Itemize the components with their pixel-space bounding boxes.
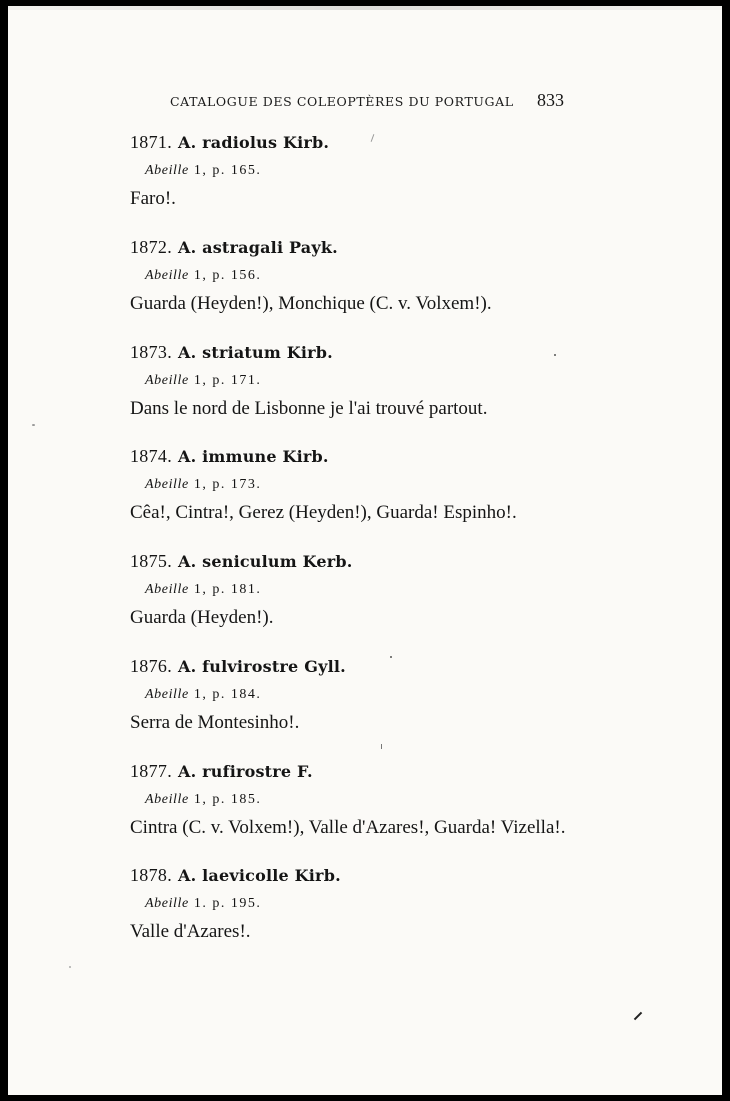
reference-work: Abeille [145,477,189,492]
catalogue-entry [130,863,690,945]
page-number: 833 [537,90,564,110]
entry-locality: Guarda (Heyden!), Monchique (C. v. Volxem!). [130,293,492,314]
entry-locality: Serra de Montesinho!. [130,712,300,733]
entry-number: 1872. [130,237,172,257]
reference-work: Abeille [145,582,189,597]
reference-citation: 1, p. 173. [193,477,262,492]
scanned-page [8,6,722,1095]
reference-work: Abeille [145,687,189,702]
entry-heading [130,235,690,259]
entry-reference [145,894,690,914]
entry-reference [145,475,690,495]
entry-heading [130,444,690,468]
catalogue-entry [130,444,690,526]
catalogue-entry [130,549,690,631]
species-name: A. laevicolle Kirb. [178,866,341,885]
reference-work: Abeille [145,268,189,283]
reference-work: Abeille [145,163,189,178]
reference-work: Abeille [145,373,189,388]
reference-citation: 1. p. 195. [193,896,262,911]
reference-citation: 1, p. 184. [193,687,262,702]
scan-speck [32,424,35,426]
reference-citation: 1, p. 171. [193,373,262,388]
species-name: A. striatum Kirb. [178,343,333,362]
entry-locality: Faro!. [130,188,176,209]
scan-speck [69,966,71,968]
entry-number: 1877. [130,761,172,781]
reference-citation: 1, p. 156. [193,268,262,283]
entry-number: 1874. [130,446,172,466]
entry-reference [145,685,690,705]
scan-speck [554,354,556,356]
page-header [8,90,722,114]
reference-citation: 1, p. 185. [193,792,262,807]
entry-reference [145,161,690,181]
catalogue-entry [130,235,690,317]
entry-locality: Cêa!, Cintra!, Gerez (Heyden!), Guarda! Espinho!. [130,502,517,523]
entry-locality: Valle d'Azares!. [130,921,251,942]
entry-locality: Cintra (C. v. Volxem!), Valle d'Azares!, Guarda! Vizella!. [130,817,566,838]
species-name: A. immune Kirb. [178,447,329,466]
entry-heading [130,340,690,364]
scan-speck [381,744,382,749]
entry-number: 1875. [130,551,172,571]
entry-heading [130,759,690,783]
entry-heading [130,863,690,887]
top-edge-noise [8,6,722,10]
entry-heading [130,130,690,154]
entry-heading [130,549,690,573]
species-name: A. astragali Payk. [178,238,338,257]
catalogue-entry [130,759,690,841]
entry-reference [145,580,690,600]
species-name: A. rufirostre F. [178,762,313,781]
entry-reference [145,371,690,391]
reference-citation: 1, p. 165. [193,163,262,178]
catalogue-entry [130,654,690,736]
reference-citation: 1, p. 181. [193,582,262,597]
running-title: CATALOGUE DES COLEOPTÈRES DU PORTUGAL [170,94,514,109]
reference-work: Abeille [145,896,189,911]
scan-speck [390,656,392,658]
entry-number: 1873. [130,342,172,362]
entry-locality: Dans le nord de Lisbonne je l'ai trouvé partout. [130,398,488,419]
species-name: A. seniculum Kerb. [178,552,353,571]
entry-number: 1871. [130,132,172,152]
pen-mark [634,1012,642,1020]
entry-locality: Guarda (Heyden!). [130,607,274,628]
entry-number: 1876. [130,656,172,676]
species-name: A. fulvirostre Gyll. [178,657,346,676]
entry-heading [130,654,690,678]
catalogue-entry [130,340,690,422]
catalogue-entry [130,130,690,212]
reference-work: Abeille [145,792,189,807]
species-name: A. radiolus Kirb. [178,133,330,152]
entry-reference [145,266,690,286]
entry-reference [145,790,690,810]
entry-number: 1878. [130,865,172,885]
